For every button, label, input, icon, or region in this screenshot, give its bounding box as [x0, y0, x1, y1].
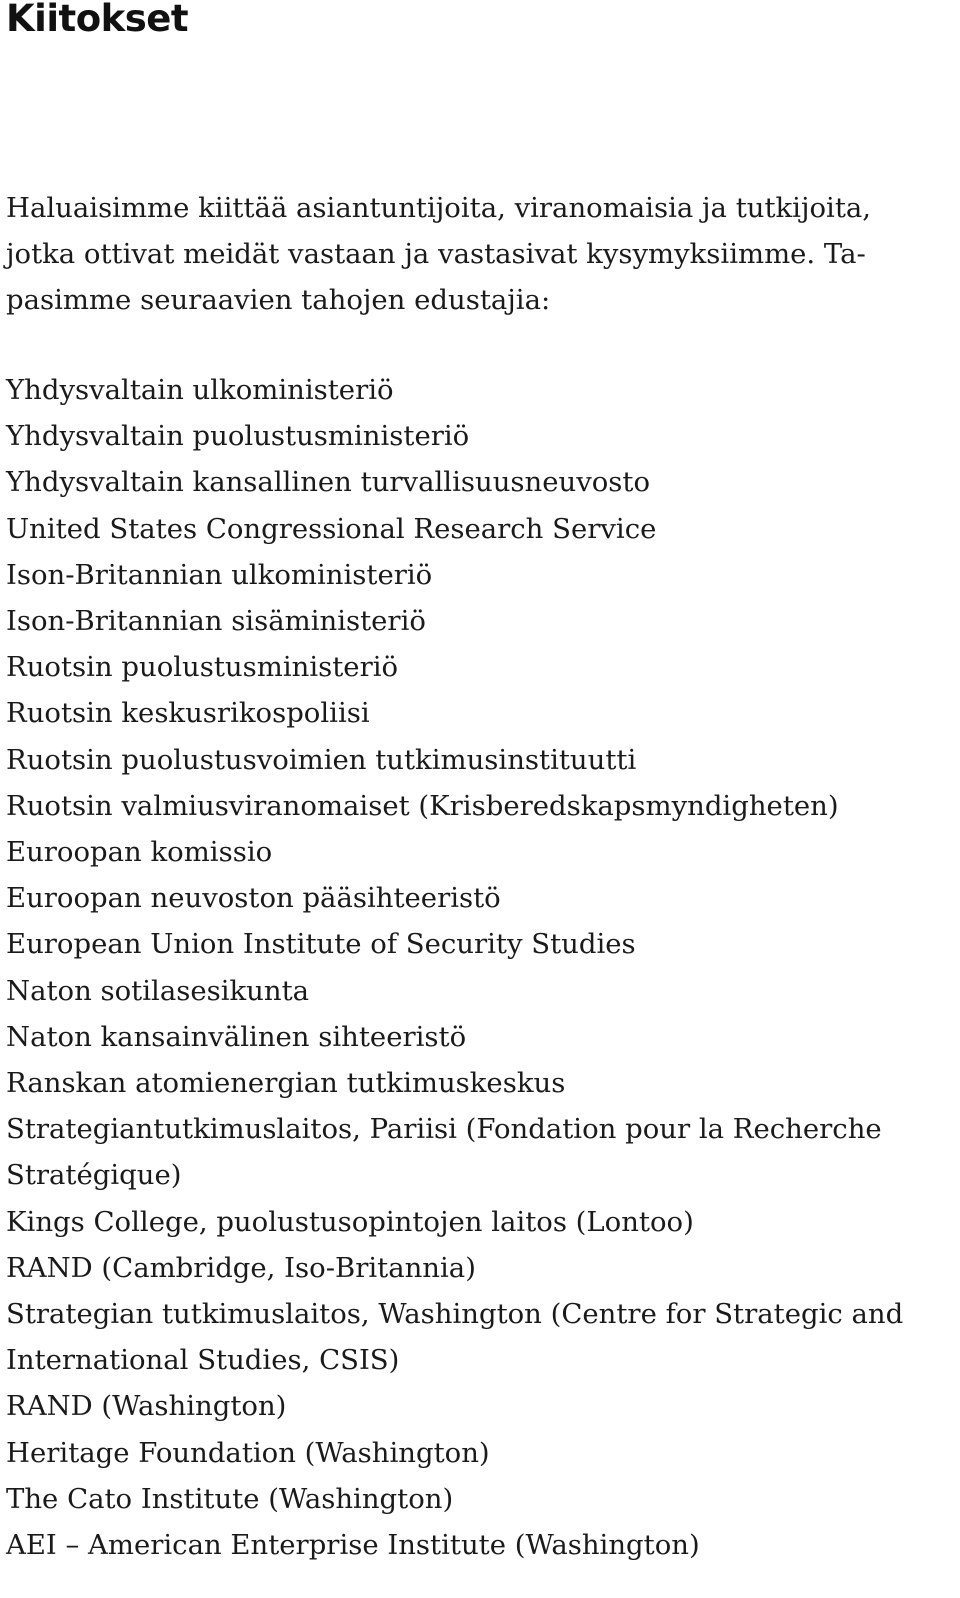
page-title: Kiitokset — [6, 0, 189, 40]
organization-item: AEI – American Enterprise Institute (Washington) — [6, 1529, 700, 1562]
organization-item: The Cato Institute (Washington) — [6, 1482, 454, 1515]
organization-item: RAND (Cambridge, Iso-Britannia) — [6, 1251, 476, 1284]
organization-item: Kings College, puolustusopintojen laitos (Lontoo) — [6, 1205, 694, 1238]
intro-paragraph — [6, 185, 946, 324]
organization-item: Ison-Britannian ulkoministeriö — [6, 558, 433, 591]
organization-item: Strategiantutkimuslaitos, Pariisi (Fondation pour la Recherche — [6, 1113, 882, 1146]
organization-item: Yhdysvaltain ulkoministeriö — [6, 374, 394, 406]
organization-item: Yhdysvaltain kansallinen turvallisuusneuvosto — [6, 466, 651, 499]
organization-item: RAND (Washington) — [6, 1390, 287, 1423]
organization-item: Strategian tutkimuslaitos, Washington (Centre for Strategic and — [6, 1298, 904, 1331]
organization-item: United States Congressional Research Service — [6, 512, 657, 545]
organization-item: Ruotsin valmiusviranomaiset (Krisberedskapsmyndigheten) — [6, 789, 839, 822]
organization-item: Ison-Britannian sisäministeriö — [6, 605, 426, 638]
organization-item: Ruotsin keskusrikospoliisi — [6, 697, 370, 730]
organization-item: Ruotsin puolustusministeriö — [6, 651, 399, 684]
organization-item: Stratégique) — [6, 1159, 182, 1192]
organization-item: Yhdysvaltain puolustusministeriö — [6, 420, 470, 453]
organization-item: Ranskan atomienergian tutkimuskeskus — [6, 1067, 566, 1100]
organization-item: Heritage Foundation (Washington) — [6, 1436, 490, 1469]
intro-line: pasimme seuraavien tahojen edustajia: — [6, 284, 551, 317]
organization-item: Naton sotilasesikunta — [6, 974, 310, 1007]
organization-item: Euroopan komissio — [6, 836, 273, 869]
organization-item: European Union Institute of Security Studies — [6, 928, 636, 961]
organization-item: Euroopan neuvoston pääsihteeristö — [6, 882, 501, 915]
organization-item: International Studies, CSIS) — [6, 1344, 400, 1377]
intro-line: jotka ottivat meidät vastaan ja vastasivat kysymyksiimme. Ta- — [6, 238, 866, 271]
intro-line: Haluaisimme kiittää asiantuntijoita, viranomaisia ja tutkijoita, — [6, 192, 872, 224]
organization-list — [6, 367, 951, 1568]
organization-item: Naton kansainvälinen sihteeristö — [6, 1020, 467, 1053]
organization-item: Ruotsin puolustusvoimien tutkimusinstituutti — [6, 743, 637, 776]
